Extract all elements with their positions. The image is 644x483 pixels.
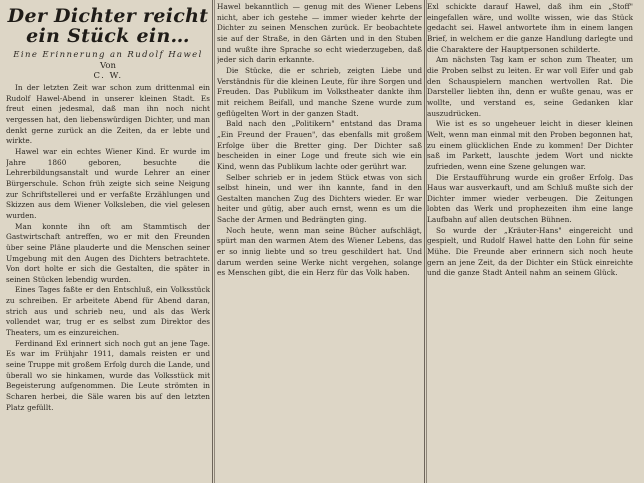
paragraph: Die Erstaufführung wurde ein großer Erfolg. Das Haus war ausverkauft, und am Schluß mußte sich der Dichter immer wieder verbeugen. Die Zeitungen lobten das Werk und prophezeiten ihm eine lange Laufbahn auf allen deutschen Bühnen.: [427, 172, 633, 225]
paragraph: Ferdinand Exl erinnert sich noch gut an jene Tage. Es war im Frühjahr 1911, damals reisten er und seine Truppe mit großem Erfolg durch die Lande, und überall wo sie hinkamen, wurde das Volksstück mit Begeisterung aufgenommen. Die Leute strömten in Scharen herbei, die Säle waren bis auf den letzten Platz gefüllt.: [6, 338, 210, 412]
paragraph: Exl schickte darauf Hawel, daß ihm ein „Stoff" eingefallen wäre, und wollte wissen, wie das Stück gedacht sei. Hawel antwortete ihm in einem langen Brief, in welchem er die ganze Handlung darlegte und die Charaktere der Hauptpersonen schilderte.: [427, 2, 633, 54]
article-subtitle: Eine Erinnerung an Rudolf Hawel: [13, 50, 203, 60]
article-column-3: [427, 0, 633, 483]
byline-prefix: Von: [100, 61, 116, 71]
paragraph: Noch heute, wenn man seine Bücher aufschlägt, spürt man den warmen Atem des Wiener Lebens, das er so innig liebte und so treu geschildert hat. Und darum werden seine Werke nicht vergehen, solange es Menschen gibt, die ein Herz für das Volk haben.: [217, 225, 422, 278]
paragraph: Man konnte ihn oft am Stammtisch der Gastwirtschaft antreffen, wo er mit den Freunden über seine Pläne plauderte und die Menschen seiner Umgebung mit den Augen des Dichters betrachtete. Von dort holte er sich die Gestalten, die später in seinen Stücken lebendig wurden.: [6, 221, 210, 284]
column-fade: [427, 477, 633, 483]
paragraph: Am nächsten Tag kam er schon zum Theater, um die Proben selbst zu leiten. Er war voll Eifer und gab den Schauspielern manchen wertvollen Rat. Die Darsteller liebten ihn, denn er wußte genau, was er wollte, und verstand es, seine Gedanken klar auszudrücken.: [427, 55, 633, 118]
paragraph: So wurde der „Kräuter-Hans" eingereicht und gespielt, und Rudolf Hawel hatte den Lohn für seine Mühe. Die Freunde aber erinnern sich noch heute gern an jene Zeit, da der Dichter ein Stück einreichte und die ganze Stadt Anteil nahm an seinem Glück.: [427, 225, 633, 278]
article-headline: Der Dichter reicht ein Stück ein…: [7, 5, 209, 47]
column-rule-1b: [214, 0, 215, 483]
article-column-1: [6, 0, 210, 483]
column-rule-1: [212, 0, 213, 483]
paragraph: Hawel bekanntlich — genug mit des Wiener Lebens nicht, aber ich gestehe — immer wieder kehrte der Dichter zu seinen Menschen zurück. Er beobachtete sie auf der Straße, in den Gärten und in den Stuben und wußte ihre Sprache so echt wiederzugeben, daß jeder sich darin erkannte.: [217, 2, 422, 65]
paragraph: Eines Tages faßte er den Entschluß, ein Volksstück zu schreiben. Er arbeitete Abend für Abend daran, strich aus und schrieb neu, und als das Werk vollendet war, trug er es selbst zum Direktor des Theaters, um es einzureichen.: [6, 285, 210, 338]
paragraph: Selber schrieb er in jedem Stück etwas von sich selbst hinein, und wer ihn kannte, fand in den Gestalten manchen Zug des Dichters wieder. Er war heiter und gütig, aber auch ernst, wenn es um die Sache der Armen und Bedrängten ging.: [217, 172, 422, 225]
byline-author: C. W.: [93, 71, 123, 81]
paragraph: In der letzten Zeit war schon zum drittenmal ein Rudolf Hawel-Abend in unserer kleinen Stadt. Es freut einen jedesmal, daß man ihn noch nicht vergessen hat, den liebenswürdigen Dichter, und man denkt gerne zurück an die Zeiten, da er lebte und wirkte.: [6, 83, 210, 146]
column-fade: [217, 477, 422, 483]
paragraph: Hawel war ein echtes Wiener Kind. Er wurde im Jahre 1860 geboren, besuchte die Lehrerbildungsanstalt und wurde Lehrer an einer Bürgerschule. Schon früh zeigte sich seine Neigung zur Schriftstellerei und er verfaßte Erzählungen und Skizzen aus dem Wiener Volksleben, die viel gelesen wurden.: [6, 146, 210, 220]
column-rule-2: [424, 0, 425, 483]
article-column-2: [217, 0, 422, 483]
paragraph: Bald nach den „Politikern" entstand das Drama „Ein Freund der Frauen", das ebenfalls mit großem Erfolge über die Bretter ging. Der Dichter saß bescheiden in einer Loge und freute sich wie ein Kind, wenn das Publikum lachte oder gerührt war.: [217, 119, 422, 171]
paragraph: Die Stücke, die er schrieb, zeigten Liebe und Verständnis für die kleinen Leute, für ihre Sorgen und Freuden. Das Publikum im Volkstheater dankte ihm mit reichem Beifall, und manche Szene wurde zum geflügelten Wort in der ganzen Stadt.: [217, 65, 422, 118]
paragraph: Wie ist es so ungeheuer leicht in dieser kleinen Welt, wenn man einmal mit den Proben begonnen hat, zu einem glücklichen Ende zu kommen! Der Dichter saß im Parkett, lauschte jedem Wort und nickte zufrieden, wenn eine Szene gelungen war.: [427, 119, 633, 171]
column-fade: [6, 477, 210, 483]
